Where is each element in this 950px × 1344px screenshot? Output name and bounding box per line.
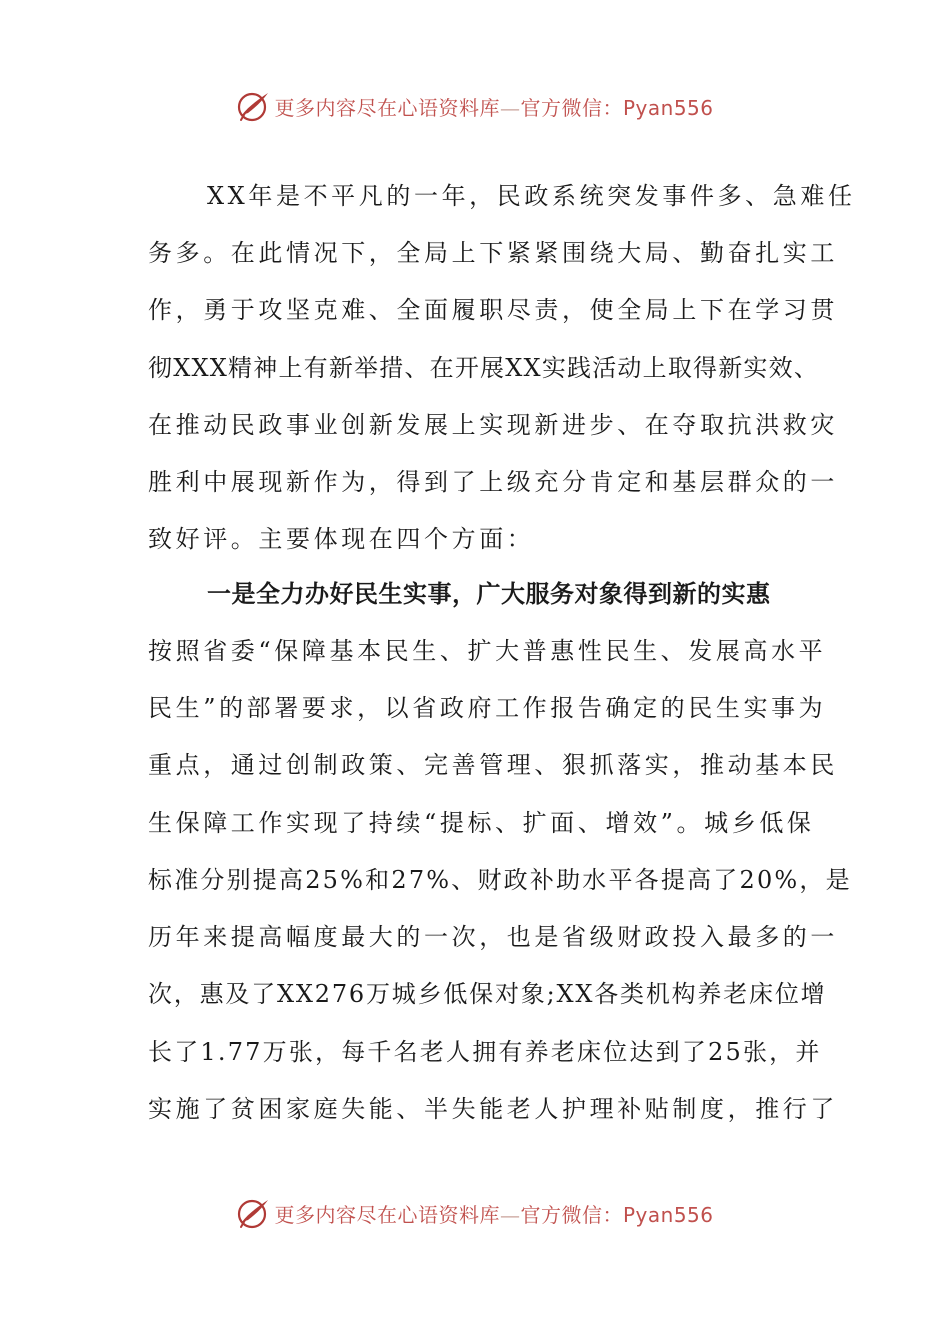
- paragraph-line: 致好评。主要体现在四个方面：: [148, 525, 535, 553]
- paragraph-line: 在推动民政事业创新发展上实现新进步、在夺取抗洪救灾: [148, 411, 838, 439]
- banner-separator: —: [499, 1202, 521, 1227]
- paragraph-line: 次，惠及了XX276万城乡低保对象;XX各类机构养老床位增: [148, 980, 827, 1008]
- paragraph-line: 按照省委“保障基本民生、扩大普惠性民生、发展高水平: [148, 637, 827, 665]
- paragraph-line: 民生”的部署要求，以省政府工作报告确定的民生实事为: [148, 694, 827, 722]
- banner-text: [274, 92, 713, 121]
- paragraph-line: 作，勇于攻坚克难、全面履职尽责，使全局上下在学习贯: [148, 296, 838, 324]
- paragraph-line: 历年来提高幅度最大的一次，也是省级财政投入最多的一: [148, 923, 838, 951]
- banner-wechat-id: Pyan556: [622, 95, 714, 120]
- paragraph-line: 实施了贫困家庭失能、半失能老人护理补贴制度，推行了: [148, 1095, 838, 1123]
- footer-banner: [0, 1193, 950, 1233]
- banner-wechat-id: Pyan556: [622, 1202, 714, 1227]
- paragraph-line: 标准分别提高25%和27%、财政补助水平各提高了20%，是: [148, 866, 852, 894]
- quill-logo-icon: [236, 1196, 270, 1230]
- banner-slogan: 更多内容尽在心语资料库: [274, 1202, 500, 1227]
- paragraph-line: XX年是不平凡的一年，民政系统突发事件多、急难任: [207, 182, 856, 210]
- banner-label: 官方微信：: [520, 1202, 623, 1227]
- paragraph-line: 胜利中展现新作为，得到了上级充分肯定和基层群众的一: [148, 468, 838, 496]
- section-heading: 一是全力办好民生实事，广大服务对象得到新的实惠: [207, 580, 771, 608]
- banner-text: [274, 1199, 713, 1228]
- banner-separator: —: [499, 95, 521, 120]
- paragraph-line: 生保障工作实现了持续“提标、扩面、增效”。城乡低保: [148, 809, 815, 837]
- header-banner: [0, 86, 950, 126]
- banner-label: 官方微信：: [520, 95, 623, 120]
- banner-slogan: 更多内容尽在心语资料库: [274, 95, 500, 120]
- quill-logo-icon: [236, 89, 270, 123]
- paragraph-line: 彻XXX精神上有新举措、在开展XX实践活动上取得新实效、: [148, 354, 820, 382]
- paragraph-line: 长了1.77万张，每千名老人拥有养老床位达到了25张，并: [148, 1038, 822, 1066]
- paragraph-line: 务多。在此情况下，全局上下紧紧围绕大局、勤奋扎实工: [148, 239, 838, 267]
- paragraph-line: 重点，通过创制政策、完善管理、狠抓落实，推动基本民: [148, 751, 838, 779]
